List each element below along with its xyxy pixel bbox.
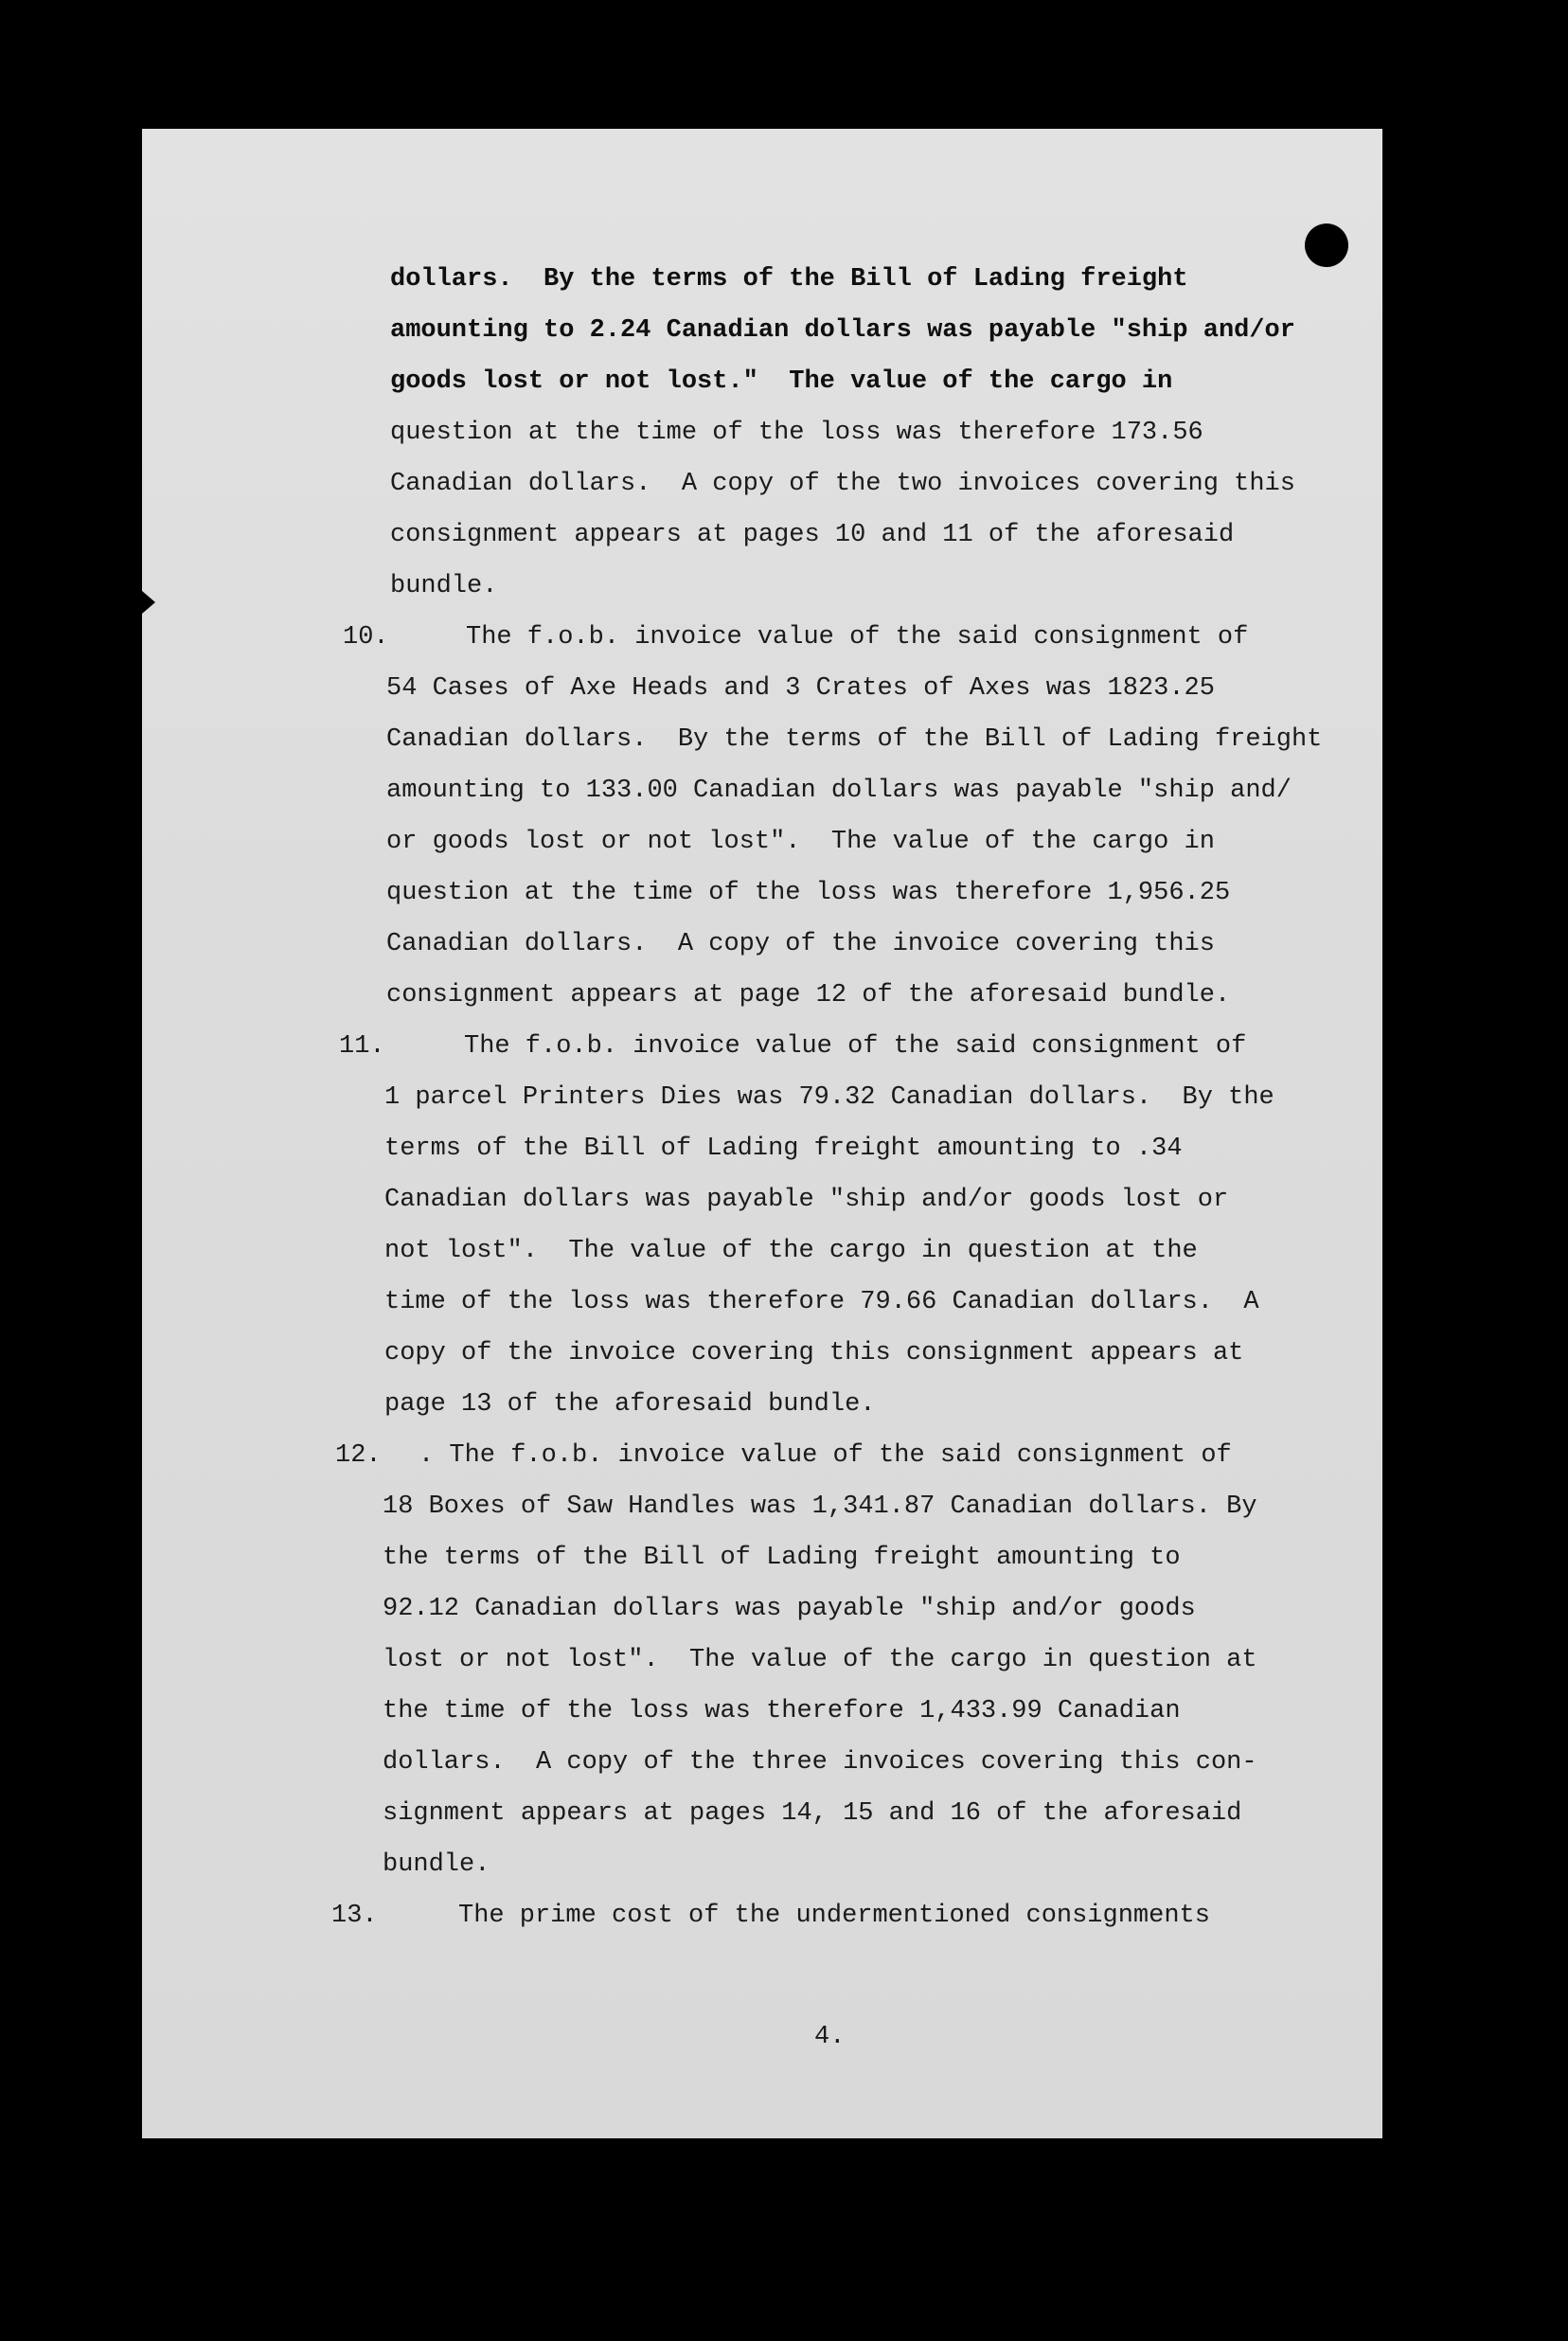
text-line: Canadian dollars. A copy of the invoice covering this xyxy=(386,930,1215,958)
text-line: 54 Cases of Axe Heads and 3 Crates of Axes was 1823.25 xyxy=(386,674,1215,703)
text-line: the time of the loss was therefore 1,433.99 Canadian xyxy=(383,1697,1181,1725)
paragraph-number: 11. xyxy=(339,1032,385,1061)
text-line: amounting to 2.24 Canadian dollars was payable "ship and/or xyxy=(390,316,1295,345)
text-line: The f.o.b. invoice value of the said consignment of xyxy=(466,623,1249,652)
document-page xyxy=(142,129,1382,2138)
text-line: not lost". The value of the cargo in question at the xyxy=(384,1237,1198,1265)
text-line: terms of the Bill of Lading freight amounting to .34 xyxy=(384,1135,1183,1163)
text-line: copy of the invoice covering this consignment appears at xyxy=(384,1339,1244,1367)
text-line: 18 Boxes of Saw Handles was 1,341.87 Canadian dollars. By xyxy=(383,1492,1257,1521)
paragraph-number: 10. xyxy=(343,623,389,652)
text-line: Canadian dollars. By the terms of the Bill of Lading freight xyxy=(386,725,1323,754)
text-line: The prime cost of the undermentioned consignments xyxy=(458,1902,1210,1930)
paragraph-number: 12. xyxy=(335,1441,382,1470)
text-line: dollars. By the terms of the Bill of Lading freight xyxy=(390,265,1188,294)
text-line: question at the time of the loss was therefore 1,956.25 xyxy=(386,879,1231,907)
page-number: 4. xyxy=(814,2023,846,2051)
paragraph-number: 13. xyxy=(331,1902,378,1930)
text-line: dollars. A copy of the three invoices covering this con- xyxy=(383,1748,1257,1777)
text-line: Canadian dollars was payable "ship and/or goods lost or xyxy=(384,1186,1229,1214)
text-line: the terms of the Bill of Lading freight amounting to xyxy=(383,1544,1181,1572)
text-line: question at the time of the loss was therefore 173.56 xyxy=(390,419,1203,447)
text-line: signment appears at pages 14, 15 and 16 of the aforesaid xyxy=(383,1799,1242,1828)
text-line: lost or not lost". The value of the cargo in question at xyxy=(383,1646,1257,1674)
text-line: amounting to 133.00 Canadian dollars was payable "ship and/ xyxy=(386,777,1292,805)
text-line: 92.12 Canadian dollars was payable "ship and/or goods xyxy=(383,1595,1196,1623)
text-line: The f.o.b. invoice value of the said consignment of xyxy=(464,1032,1247,1061)
text-line: goods lost or not lost." The value of the cargo in xyxy=(390,367,1173,396)
text-line: or goods lost or not lost". The value of the cargo in xyxy=(386,828,1215,856)
text-line: consignment appears at page 12 of the aforesaid bundle. xyxy=(386,981,1231,1010)
text-line: bundle. xyxy=(383,1850,490,1879)
text-line: consignment appears at pages 10 and 11 of the aforesaid xyxy=(390,521,1235,549)
text-line: bundle. xyxy=(390,572,498,600)
text-line: Canadian dollars. A copy of the two invoices covering this xyxy=(390,470,1295,498)
text-line: page 13 of the aforesaid bundle. xyxy=(384,1390,876,1419)
text-line: . The f.o.b. invoice value of the said consignment of xyxy=(419,1441,1232,1470)
typed-text xyxy=(142,129,1382,2138)
text-line: time of the loss was therefore 79.66 Canadian dollars. A xyxy=(384,1288,1259,1316)
text-line: 1 parcel Printers Dies was 79.32 Canadian dollars. By the xyxy=(384,1083,1274,1112)
